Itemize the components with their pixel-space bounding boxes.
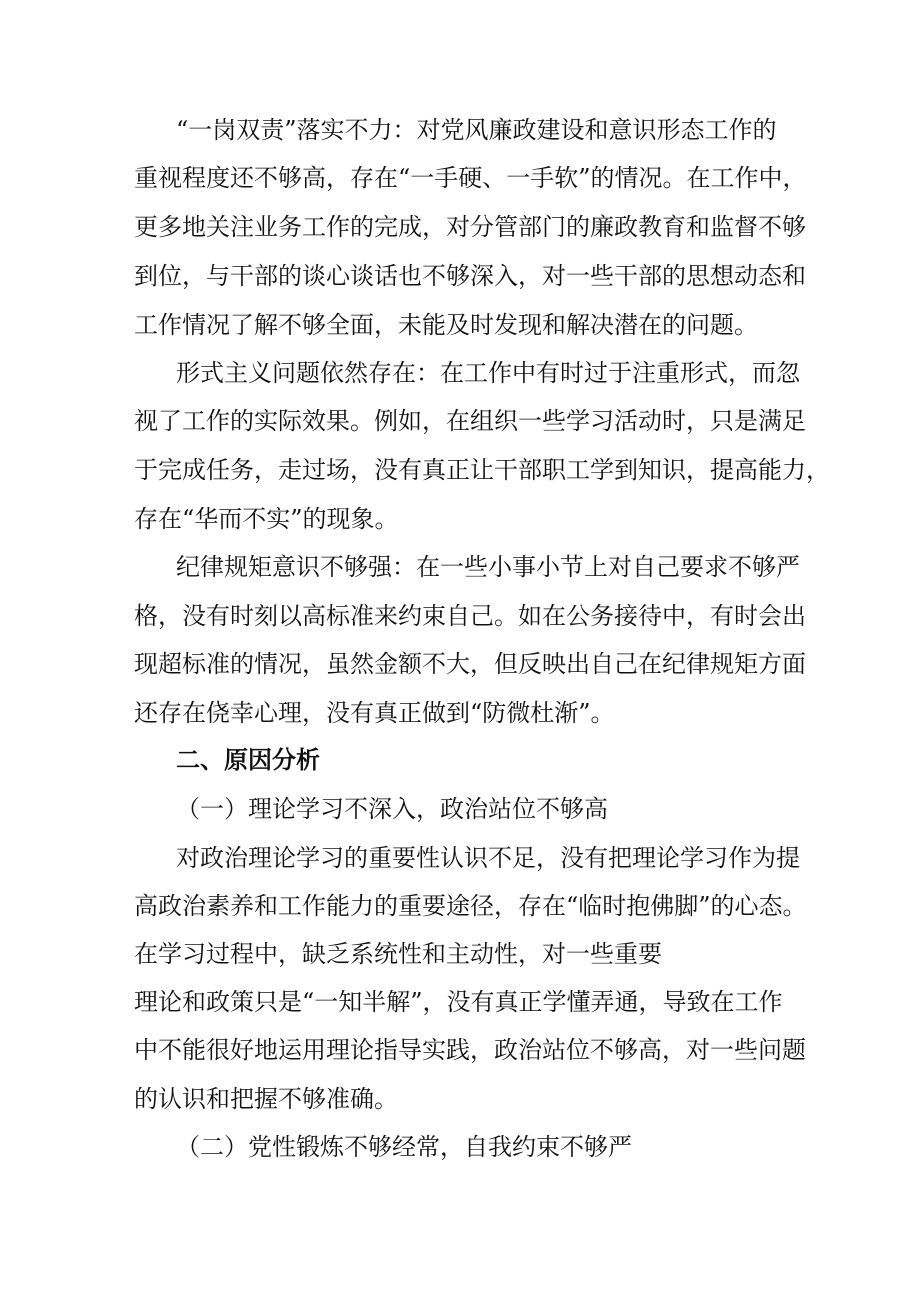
paragraph-1-line-2: 重视程度还不够高，存在“一手硬、一手软”的情况。在工作中， [134, 164, 807, 192]
paragraph-4-line-2: 高政治素养和工作能力的重要途径，存在“临时抱佛脚”的心态。 [134, 892, 807, 920]
paragraph-4-line-1: 对政治理论学习的重要性认识不足，没有把理论学习作为提 [176, 844, 800, 872]
paragraph-4-line-6: 的认识和把握不够准确。 [134, 1085, 398, 1113]
subheading-1: （一）理论学习不深入，政治站位不够高 [176, 795, 608, 823]
paragraph-2-line-2: 视了工作的实际效果。例如，在组织一些学习活动时，只是满足 [134, 407, 806, 435]
paragraph-1-line-1: “一岗双责”落实不力：对党风廉政建设和意识形态工作的 [176, 116, 777, 144]
subheading-2: （二）党性锻炼不够经常，自我约束不够严 [176, 1133, 632, 1161]
paragraph-1-line-5: 工作情况了解不够全面，未能及时发现和解决潜在的问题。 [134, 311, 758, 339]
paragraph-4-line-4: 理论和政策只是“一知半解”，没有真正学懂弄通，导致在工作 [134, 988, 783, 1016]
paragraph-4-line-3: 在学习过程中，缺乏系统性和主动性，对一些重要 [134, 940, 662, 968]
section-heading-cause-analysis: 二、原因分析 [176, 745, 320, 774]
paragraph-1-line-4: 到位，与干部的谈心谈话也不够深入，对一些干部的思想动态和 [134, 262, 806, 290]
paragraph-4-line-5: 中不能很好地运用理论指导实践，政治站位不够高，对一些问题 [134, 1036, 806, 1064]
paragraph-3-line-3: 现超标准的情况，虽然金额不大，但反映出自己在纪律规矩方面 [134, 650, 806, 678]
paragraph-2-line-4: 存在“华而不实”的现象。 [134, 505, 399, 533]
paragraph-2-line-3: 于完成任务，走过场，没有真正让干部职工学到知识，提高能力， [134, 456, 830, 484]
paragraph-3-line-4: 还存在侥幸心理，没有真正做到“防微杜渐”。 [134, 699, 615, 727]
paragraph-3-line-1: 纪律规矩意识不够强：在一些小事小节上对自己要求不够严 [176, 553, 800, 581]
paragraph-1-line-3: 更多地关注业务工作的完成，对分管部门的廉政教育和监督不够 [134, 213, 806, 241]
paragraph-2-line-1: 形式主义问题依然存在：在工作中有时过于注重形式，而忽 [176, 359, 800, 387]
paragraph-3-line-2: 格，没有时刻以高标准来约束自己。如在公务接待中，有时会出 [134, 602, 806, 630]
